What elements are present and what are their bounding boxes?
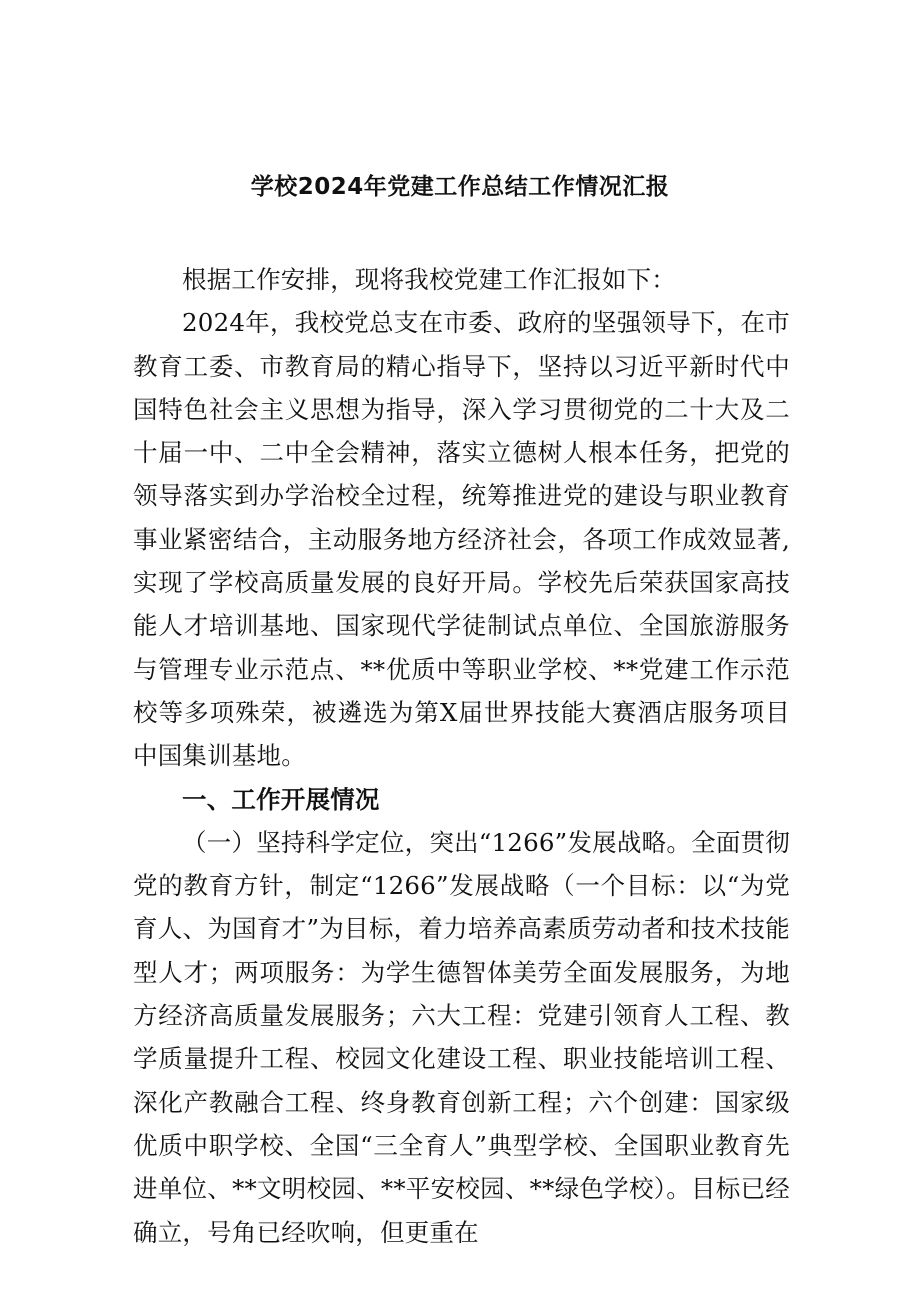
strategy-paragraph: （一）坚持科学定位，突出“1266”发展战略。全面贯彻党的教育方针，制定“1266”发展战略（一个目标：以“为党育人、为国育才”为目标，着力培养高素质劳动者和技术技能型人才；两项服务：为学生德智体美劳全面发展服务，为地方经济高质量发展服务；六大工程：党建引领育人工程、教学质量提升工程、校园文化建设工程、职业技能培训工程、深化产教融合工程、终身教育创新工程；六个创建：国家级优质中职学校、全国“三全育人”典型学校、全国职业教育先进单位、**文明校园、**平安校园、**绿色学校）。目标已经确立，号角已经吹响，但更重在 [133, 827, 790, 1247]
document-title: 学校2024年党建工作总结工作情况汇报 [250, 174, 670, 200]
overview-paragraph: 2024年，我校党总支在市委、政府的坚强领导下，在市教育工委、市教育局的精心指导下，坚持以习近平新时代中国特色社会主义思想为指导，深入学习贯彻党的二十大及二十届一中、二中全会精神，落实立德树人根本任务，把党的领导落实到办学治校全过程，统筹推进党的建设与职业教育事业紧密结合，主动服务地方经济社会，各项工作成效显著,实现了学校高质量发展的良好开局。学校先后荣获国家高技能人才培训基地、国家现代学徒制试点单位、全国旅游服务与管理专业示范点、**优质中等职业学校、**党建工作示范校等多项殊荣，被遴选为第X届世界技能大赛酒店服务项目中国集训基地。 [133, 308, 790, 771]
document-body [133, 258, 790, 1254]
intro-paragraph: 根据工作安排，现将我校党建工作汇报如下： [182, 265, 676, 294]
section-heading: 一、工作开展情况 [182, 784, 380, 814]
